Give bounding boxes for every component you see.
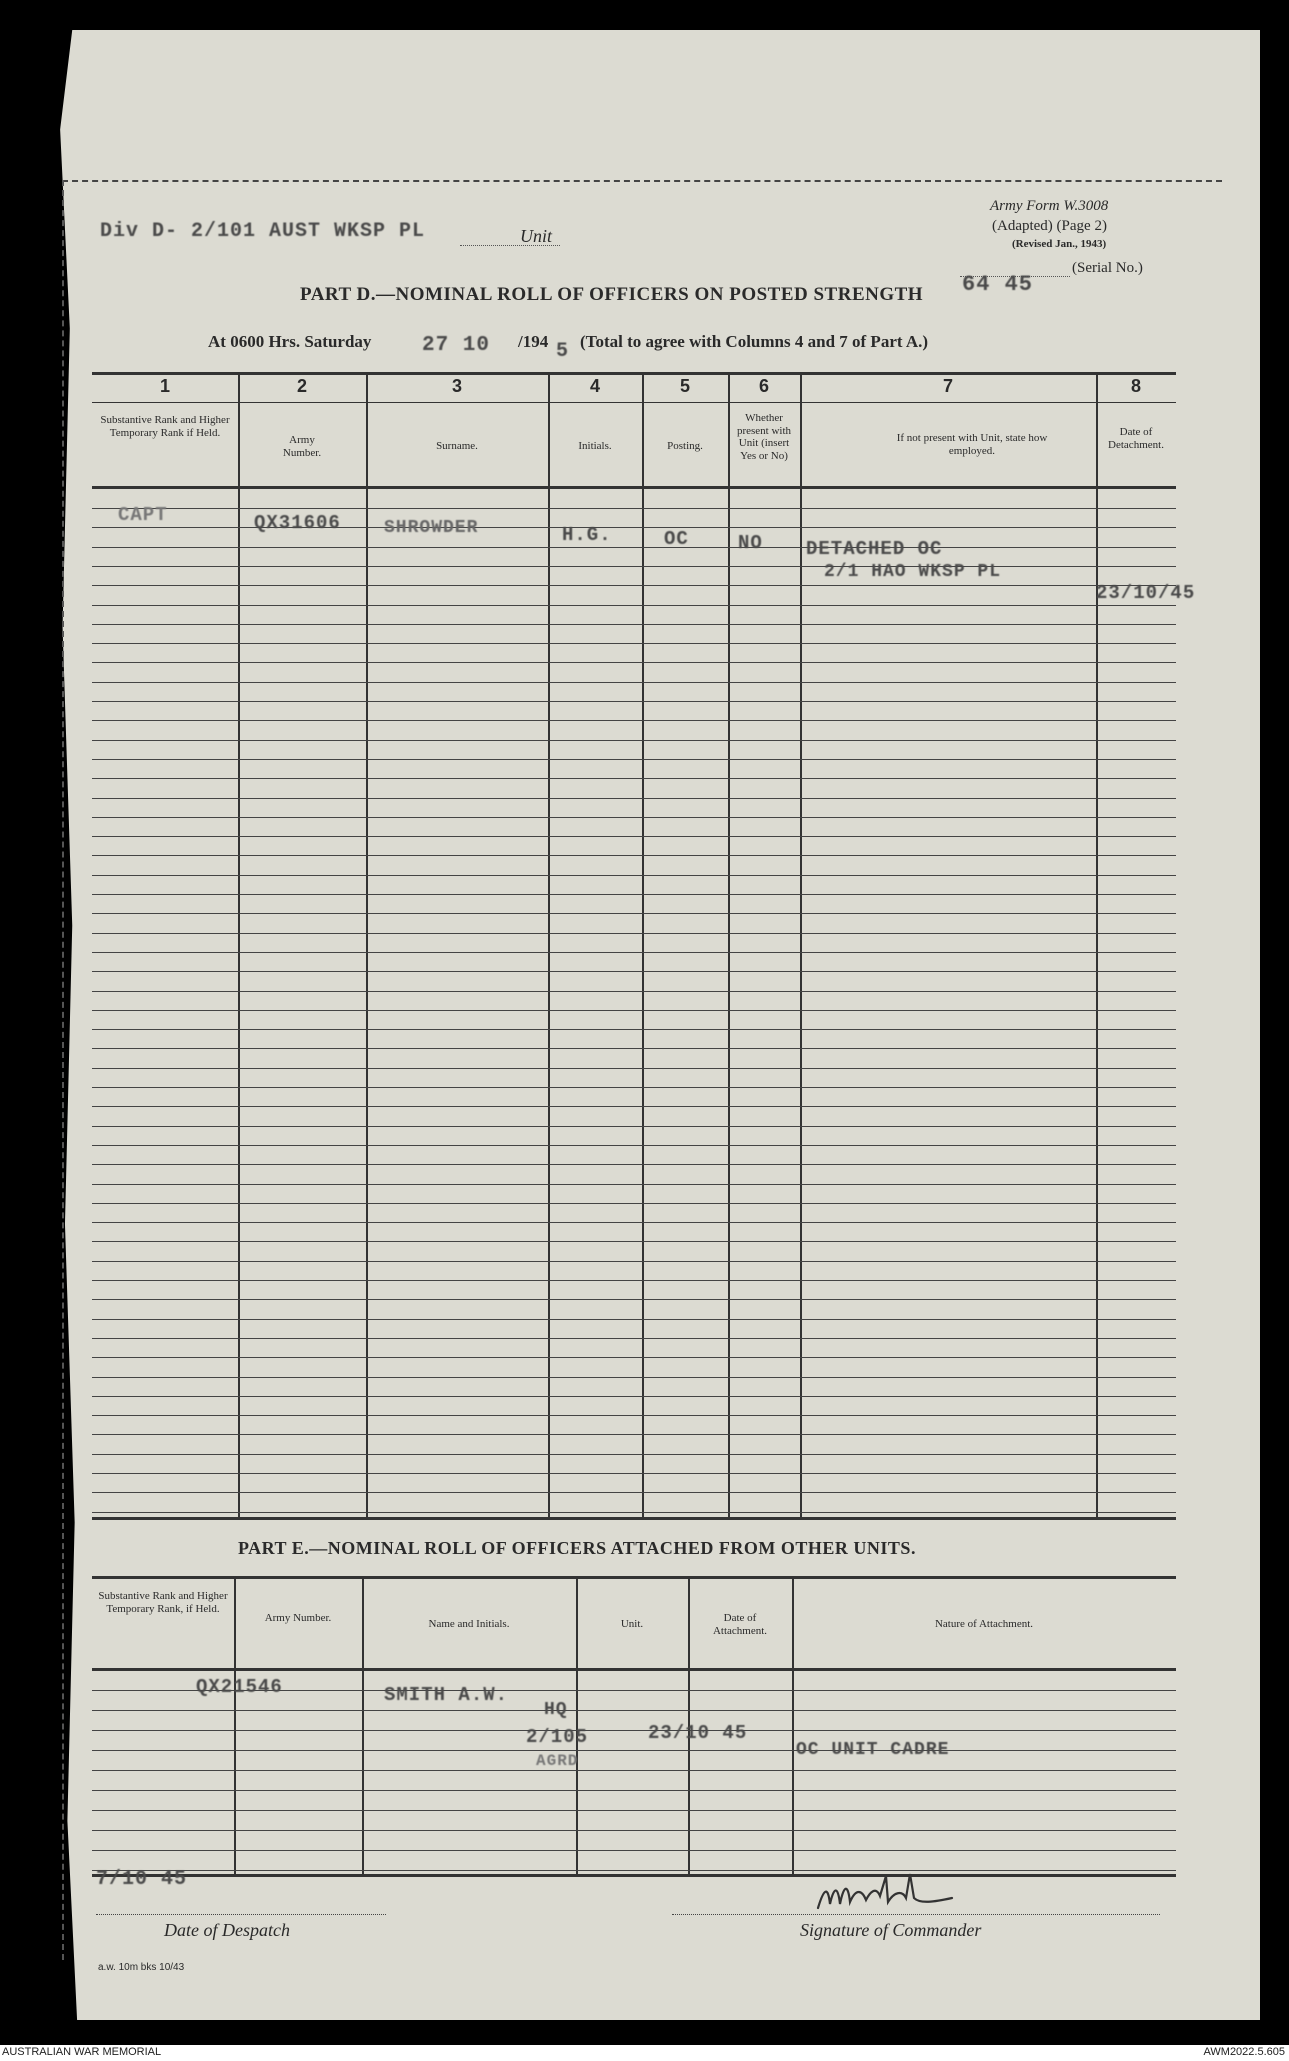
ruled-line	[92, 1377, 1176, 1378]
ruled-line	[92, 1870, 1176, 1871]
e-entry-army-number: QX21546	[196, 1676, 283, 1698]
ruled-line	[92, 585, 1176, 586]
entry-posting: OC	[664, 528, 689, 550]
col-header-employment: If not present with Unit, state how employed.	[896, 432, 1048, 457]
entry-army-number: QX31606	[254, 512, 341, 534]
ruled-line	[92, 778, 1176, 779]
e-col-header-nature: Nature of Attachment.	[934, 1618, 1034, 1630]
entry-initials: H.G.	[562, 524, 612, 546]
ruled-line	[92, 662, 1176, 663]
ruled-line	[92, 952, 1176, 953]
part-d-table	[92, 372, 1196, 1520]
ruled-line	[92, 1750, 1176, 1751]
ruled-line	[92, 1415, 1176, 1416]
part-d-total-note: (Total to agree with Columns 4 and 7 of Part A.)	[580, 332, 929, 351]
ruled-line	[92, 1810, 1176, 1811]
unit-typed: Div D- 2/101 AUST WKSP PL	[100, 220, 426, 243]
serial-label: (Serial No.)	[1072, 260, 1143, 276]
ruled-line	[92, 1048, 1176, 1049]
commander-signature	[810, 1868, 960, 1914]
ruled-line	[92, 798, 1176, 799]
archive-source: AUSTRALIAN WAR MEMORIAL	[2, 2046, 162, 2058]
e-entry-attachment-date: 23/10 45	[648, 1722, 748, 1744]
ruled-line	[92, 1010, 1176, 1011]
perforation-line-vertical	[62, 180, 64, 1960]
ruled-line	[92, 720, 1176, 721]
ruled-line	[92, 643, 1176, 644]
signature-dotted-line	[672, 1914, 1160, 1915]
e-entry-name: SMITH A.W.	[384, 1684, 509, 1706]
e-col-header-unit: Unit.	[620, 1618, 644, 1630]
ruled-line	[92, 1790, 1176, 1791]
ruled-line	[92, 991, 1176, 992]
ruled-line	[92, 1473, 1176, 1474]
col-number-4: 4	[589, 376, 600, 396]
e-entry-unit-line2: 2/105	[526, 1726, 589, 1748]
col-header-rank: Substantive Rank and Higher Temporary Rank if Held.	[100, 414, 230, 439]
entry-rank: CAPT	[118, 504, 168, 526]
col-header-posting: Posting.	[667, 440, 703, 452]
ruled-line	[92, 875, 1176, 876]
part-d-year-prefix: /194	[518, 332, 549, 351]
ruled-line	[92, 1850, 1176, 1851]
col-header-surname: Surname.	[436, 440, 478, 452]
ruled-line	[92, 1830, 1176, 1831]
entry-employment-line2: 2/1 HAO WKSP PL	[824, 562, 1002, 582]
ruled-line	[92, 1241, 1176, 1242]
ruled-line	[92, 894, 1176, 895]
signature-label: Signature of Commander	[800, 1920, 982, 1940]
form-revised: (Revised Jan., 1943)	[1012, 238, 1107, 250]
ruled-line	[92, 1222, 1176, 1223]
ruled-line	[92, 1396, 1176, 1397]
ruled-line	[92, 1029, 1176, 1030]
ruled-line	[92, 1145, 1176, 1146]
part-d-time-label: At 0600 Hrs. Saturday	[208, 332, 372, 351]
e-col-header-rank: Substantive Rank and Higher Temporary Rank, if Held.	[98, 1590, 228, 1615]
col-header-detachment-date: Date of Detachment.	[1108, 426, 1164, 451]
e-entry-unit-line1: HQ	[544, 1700, 568, 1720]
col-number-6: 6	[758, 376, 769, 396]
col-header-initials: Initials.	[578, 440, 612, 452]
col-header-army-number: Army Number.	[282, 434, 322, 459]
ruled-line	[92, 566, 1176, 567]
col-number-5: 5	[679, 376, 690, 396]
archive-bar	[0, 2045, 1289, 2061]
ruled-line	[92, 508, 1176, 509]
unit-label: Unit	[520, 226, 553, 246]
ruled-line	[92, 1299, 1176, 1300]
serial-typed: 64 45	[962, 272, 1034, 297]
ruled-line	[92, 1512, 1176, 1513]
col-number-8: 8	[1130, 376, 1141, 396]
part-e-title: PART E.—NOMINAL ROLL OF OFFICERS ATTACHED FROM OTHER UNITS.	[238, 1538, 916, 1558]
col-number-2: 2	[296, 376, 307, 396]
entry-detachment-date: 23/10/45	[1096, 582, 1196, 604]
ruled-line	[92, 1770, 1176, 1771]
part-d-date: 27 10	[422, 334, 491, 357]
ruled-line	[92, 1106, 1176, 1107]
ruled-line	[92, 913, 1176, 914]
ruled-line	[92, 1492, 1176, 1493]
e-entry-nature: OC UNIT CADRE	[796, 1740, 950, 1760]
ruled-line	[92, 682, 1176, 683]
ruled-line	[92, 547, 1176, 548]
ruled-line	[92, 971, 1176, 972]
ruled-line	[92, 1068, 1176, 1069]
perforation-line	[62, 180, 1222, 182]
ruled-line	[92, 1164, 1176, 1165]
col-number-7: 7	[942, 376, 953, 396]
ruled-line	[92, 836, 1176, 837]
e-col-header-attachment-date: Date of Attachment.	[712, 1612, 768, 1637]
e-col-header-army-number: Army Number.	[264, 1612, 332, 1624]
ruled-line	[92, 605, 1176, 606]
ruled-line	[92, 1357, 1176, 1358]
ruled-line	[92, 1730, 1176, 1731]
ruled-line	[92, 1203, 1176, 1204]
ruled-line	[92, 701, 1176, 702]
print-code: a.w. 10m bks 10/43	[98, 1962, 185, 1973]
ruled-line	[92, 1454, 1176, 1455]
entry-present: NO	[738, 532, 763, 554]
ruled-line	[92, 933, 1176, 934]
ruled-line	[92, 817, 1176, 818]
form-number: Army Form W.3008	[990, 198, 1109, 214]
ruled-line	[92, 1184, 1176, 1185]
e-entry-unit-line3: AGRD	[536, 1752, 579, 1770]
despatch-date-typed: 7/10 45	[96, 1868, 188, 1891]
ruled-line	[92, 1261, 1176, 1262]
despatch-dotted-line	[96, 1914, 386, 1915]
ruled-line	[92, 624, 1176, 625]
ruled-line	[92, 1434, 1176, 1435]
despatch-label: Date of Despatch	[164, 1920, 290, 1940]
entry-surname: SHROWDER	[384, 518, 479, 538]
part-e-table	[92, 1576, 1176, 1878]
ruled-line	[92, 1319, 1176, 1320]
e-col-header-name: Name and Initials.	[428, 1618, 510, 1630]
ruled-line	[92, 1710, 1176, 1711]
ruled-line	[92, 759, 1176, 760]
ruled-line	[92, 1338, 1176, 1339]
col-number-1: 1	[159, 376, 170, 396]
part-d-year: 5	[556, 340, 570, 363]
ruled-line	[92, 740, 1176, 741]
ruled-line	[92, 1087, 1176, 1088]
form-adapted: (Adapted) (Page 2)	[992, 218, 1107, 234]
ruled-line	[92, 1280, 1176, 1281]
part-d-title: PART D.—NOMINAL ROLL OF OFFICERS ON POSTED STRENGTH	[300, 284, 924, 305]
col-header-present: Whether present with Unit (insert Yes or No)	[736, 412, 792, 462]
ruled-line	[92, 1126, 1176, 1127]
entry-employment-line1: DETACHED OC	[806, 538, 943, 560]
ruled-line	[92, 855, 1176, 856]
col-number-3: 3	[451, 376, 462, 396]
archive-reference: AWM2022.5.605	[1203, 2046, 1285, 2058]
